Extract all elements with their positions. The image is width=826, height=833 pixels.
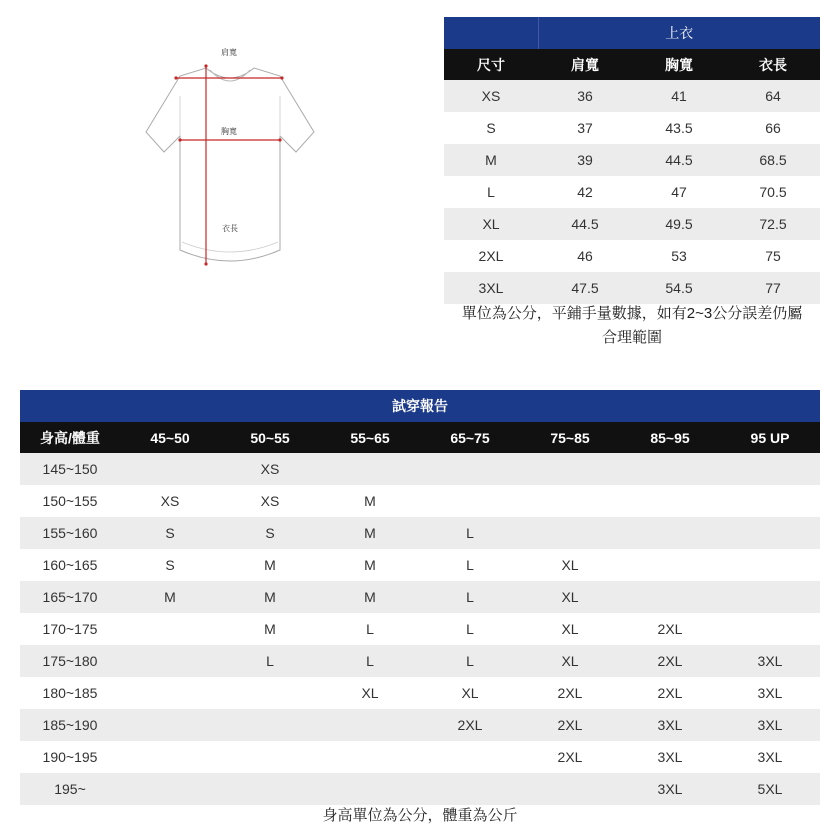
recommended-size-cell: S bbox=[120, 517, 220, 549]
recommended-size-cell bbox=[120, 709, 220, 741]
recommended-size-cell: XS bbox=[120, 485, 220, 517]
shoulder-cell: 46 bbox=[538, 240, 632, 272]
table-row bbox=[20, 773, 820, 805]
recommended-size-cell bbox=[520, 485, 620, 517]
recommended-size-cell bbox=[120, 613, 220, 645]
length-cell: 68.5 bbox=[726, 144, 820, 176]
table-row bbox=[20, 645, 820, 677]
length-cell: 72.5 bbox=[726, 208, 820, 240]
table-row bbox=[444, 176, 820, 208]
recommended-size-cell bbox=[720, 485, 820, 517]
recommended-size-cell: L bbox=[420, 517, 520, 549]
recommended-size-cell: 2XL bbox=[620, 613, 720, 645]
recommended-size-cell: 3XL bbox=[720, 741, 820, 773]
table-row bbox=[20, 453, 820, 485]
fit-report-title-row bbox=[20, 390, 820, 422]
recommended-size-cell bbox=[720, 613, 820, 645]
recommended-size-cell bbox=[620, 549, 720, 581]
table-row bbox=[444, 272, 820, 304]
table-row bbox=[444, 240, 820, 272]
size-chart-header-row bbox=[444, 49, 820, 80]
table-row bbox=[20, 677, 820, 709]
recommended-size-cell: L bbox=[420, 581, 520, 613]
column-header: 55~65 bbox=[320, 422, 420, 453]
table-row bbox=[444, 112, 820, 144]
fit-report-table bbox=[20, 390, 820, 805]
table-row bbox=[444, 80, 820, 112]
size-cell: L bbox=[444, 176, 538, 208]
height-range-cell: 185~190 bbox=[20, 709, 120, 741]
column-header: 65~75 bbox=[420, 422, 520, 453]
height-range-cell: 190~195 bbox=[20, 741, 120, 773]
recommended-size-cell: 2XL bbox=[520, 677, 620, 709]
tshirt-diagram bbox=[130, 36, 330, 276]
size-chart-note bbox=[444, 302, 820, 350]
recommended-size-cell: 2XL bbox=[420, 709, 520, 741]
recommended-size-cell: M bbox=[320, 581, 420, 613]
recommended-size-cell bbox=[420, 773, 520, 805]
chest-cell: 43.5 bbox=[632, 112, 726, 144]
recommended-size-cell: L bbox=[320, 645, 420, 677]
table-row bbox=[444, 208, 820, 240]
size-chart-table bbox=[444, 17, 820, 304]
recommended-size-cell bbox=[420, 741, 520, 773]
recommended-size-cell: XL bbox=[520, 549, 620, 581]
recommended-size-cell bbox=[520, 517, 620, 549]
recommended-size-cell bbox=[720, 581, 820, 613]
recommended-size-cell: 5XL bbox=[720, 773, 820, 805]
recommended-size-cell: 2XL bbox=[620, 677, 720, 709]
size-cell: 3XL bbox=[444, 272, 538, 304]
recommended-size-cell: XL bbox=[420, 677, 520, 709]
column-header: 肩寬 bbox=[538, 49, 632, 80]
size-cell: XL bbox=[444, 208, 538, 240]
recommended-size-cell: S bbox=[120, 549, 220, 581]
recommended-size-cell: XL bbox=[520, 613, 620, 645]
recommended-size-cell: S bbox=[220, 517, 320, 549]
length-cell: 75 bbox=[726, 240, 820, 272]
fit-report-note: 身高單位為公分，體重為公斤 bbox=[322, 807, 518, 824]
table-row bbox=[20, 549, 820, 581]
recommended-size-cell bbox=[220, 677, 320, 709]
shoulder-cell: 42 bbox=[538, 176, 632, 208]
size-cell: S bbox=[444, 112, 538, 144]
column-header: 45~50 bbox=[120, 422, 220, 453]
recommended-size-cell bbox=[320, 773, 420, 805]
length-cell: 77 bbox=[726, 272, 820, 304]
recommended-size-cell: 3XL bbox=[720, 645, 820, 677]
table-row bbox=[20, 613, 820, 645]
recommended-size-cell: L bbox=[420, 549, 520, 581]
recommended-size-cell: 3XL bbox=[720, 677, 820, 709]
height-range-cell: 160~165 bbox=[20, 549, 120, 581]
recommended-size-cell: M bbox=[320, 517, 420, 549]
column-header: 身高/體重 bbox=[20, 422, 120, 453]
recommended-size-cell bbox=[620, 581, 720, 613]
recommended-size-cell: M bbox=[320, 485, 420, 517]
recommended-size-cell: 3XL bbox=[720, 709, 820, 741]
recommended-size-cell bbox=[620, 517, 720, 549]
recommended-size-cell: 2XL bbox=[620, 645, 720, 677]
recommended-size-cell bbox=[620, 453, 720, 485]
height-range-cell: 155~160 bbox=[20, 517, 120, 549]
table-row bbox=[20, 741, 820, 773]
recommended-size-cell bbox=[220, 709, 320, 741]
chest-cell: 53 bbox=[632, 240, 726, 272]
recommended-size-cell: 3XL bbox=[620, 709, 720, 741]
shoulder-cell: 44.5 bbox=[538, 208, 632, 240]
height-range-cell: 150~155 bbox=[20, 485, 120, 517]
group-spacer bbox=[444, 17, 538, 49]
size-note-line: 單位為公分，平鋪手量數據，如有2~3公分誤差仍屬 bbox=[461, 305, 803, 322]
recommended-size-cell bbox=[420, 485, 520, 517]
chest-cell: 41 bbox=[632, 80, 726, 112]
recommended-size-cell: M bbox=[220, 581, 320, 613]
recommended-size-cell bbox=[120, 453, 220, 485]
length-label: 衣長 bbox=[222, 224, 238, 233]
group-header: 上衣 bbox=[538, 17, 820, 49]
column-header: 胸寬 bbox=[632, 49, 726, 80]
recommended-size-cell: M bbox=[120, 581, 220, 613]
recommended-size-cell bbox=[220, 773, 320, 805]
height-range-cell: 175~180 bbox=[20, 645, 120, 677]
recommended-size-cell bbox=[720, 453, 820, 485]
recommended-size-cell: M bbox=[320, 549, 420, 581]
chest-cell: 49.5 bbox=[632, 208, 726, 240]
shoulder-cell: 47.5 bbox=[538, 272, 632, 304]
length-cell: 70.5 bbox=[726, 176, 820, 208]
recommended-size-cell bbox=[120, 645, 220, 677]
recommended-size-cell: L bbox=[420, 613, 520, 645]
recommended-size-cell: M bbox=[220, 613, 320, 645]
recommended-size-cell: XS bbox=[220, 485, 320, 517]
column-header: 衣長 bbox=[726, 49, 820, 80]
size-cell: 2XL bbox=[444, 240, 538, 272]
table-row bbox=[20, 517, 820, 549]
height-range-cell: 195~ bbox=[20, 773, 120, 805]
recommended-size-cell bbox=[120, 741, 220, 773]
recommended-size-cell bbox=[420, 453, 520, 485]
recommended-size-cell: L bbox=[320, 613, 420, 645]
table-row bbox=[20, 581, 820, 613]
table-row bbox=[444, 144, 820, 176]
recommended-size-cell bbox=[620, 485, 720, 517]
height-range-cell: 165~170 bbox=[20, 581, 120, 613]
recommended-size-cell: 2XL bbox=[520, 741, 620, 773]
table-row bbox=[20, 709, 820, 741]
shoulder-cell: 37 bbox=[538, 112, 632, 144]
size-cell: M bbox=[444, 144, 538, 176]
recommended-size-cell: L bbox=[220, 645, 320, 677]
size-note-line: 合理範圍 bbox=[601, 329, 662, 346]
height-range-cell: 170~175 bbox=[20, 613, 120, 645]
shoulder-cell: 39 bbox=[538, 144, 632, 176]
recommended-size-cell: 2XL bbox=[520, 709, 620, 741]
recommended-size-cell: L bbox=[420, 645, 520, 677]
recommended-size-cell bbox=[720, 549, 820, 581]
height-range-cell: 145~150 bbox=[20, 453, 120, 485]
chest-cell: 47 bbox=[632, 176, 726, 208]
recommended-size-cell bbox=[120, 773, 220, 805]
shoulder-cell: 36 bbox=[538, 80, 632, 112]
recommended-size-cell: M bbox=[220, 549, 320, 581]
recommended-size-cell bbox=[720, 517, 820, 549]
recommended-size-cell: XL bbox=[520, 581, 620, 613]
recommended-size-cell: 3XL bbox=[620, 773, 720, 805]
recommended-size-cell: XL bbox=[520, 645, 620, 677]
fit-report-header-row bbox=[20, 422, 820, 453]
column-header: 尺寸 bbox=[444, 49, 538, 80]
shoulder-label: 肩寬 bbox=[221, 48, 237, 57]
recommended-size-cell bbox=[520, 773, 620, 805]
size-chart-group-row bbox=[444, 17, 820, 49]
recommended-size-cell bbox=[220, 741, 320, 773]
table-row bbox=[20, 485, 820, 517]
column-header: 85~95 bbox=[620, 422, 720, 453]
length-cell: 64 bbox=[726, 80, 820, 112]
recommended-size-cell bbox=[320, 709, 420, 741]
chest-label: 胸寬 bbox=[221, 127, 237, 136]
recommended-size-cell bbox=[520, 453, 620, 485]
recommended-size-cell: 3XL bbox=[620, 741, 720, 773]
chest-cell: 44.5 bbox=[632, 144, 726, 176]
recommended-size-cell bbox=[120, 677, 220, 709]
column-header: 50~55 bbox=[220, 422, 320, 453]
recommended-size-cell: XL bbox=[320, 677, 420, 709]
recommended-size-cell: XS bbox=[220, 453, 320, 485]
chest-cell: 54.5 bbox=[632, 272, 726, 304]
column-header: 95 UP bbox=[720, 422, 820, 453]
length-cell: 66 bbox=[726, 112, 820, 144]
height-range-cell: 180~185 bbox=[20, 677, 120, 709]
recommended-size-cell bbox=[320, 453, 420, 485]
fit-report-title: 試穿報告 bbox=[20, 390, 820, 422]
tshirt-outline-icon bbox=[130, 36, 330, 276]
recommended-size-cell bbox=[320, 741, 420, 773]
column-header: 75~85 bbox=[520, 422, 620, 453]
size-cell: XS bbox=[444, 80, 538, 112]
